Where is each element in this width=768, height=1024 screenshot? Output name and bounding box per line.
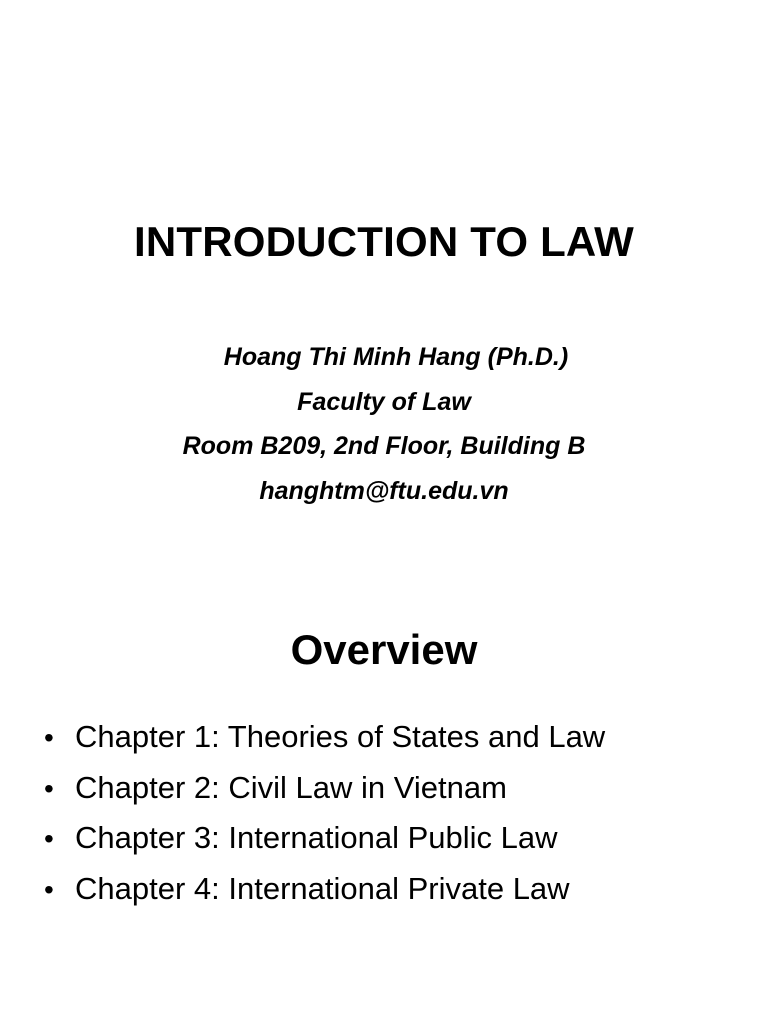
bullet-icon: • bbox=[44, 772, 54, 804]
chapter-list bbox=[44, 712, 605, 914]
bullet-icon: • bbox=[44, 823, 54, 854]
author-faculty: Faculty of Law bbox=[297, 387, 471, 416]
chapter-label: Chapter 1: Theories of States and Law bbox=[75, 719, 606, 754]
author-info bbox=[0, 335, 768, 513]
overview-slide bbox=[0, 560, 768, 1024]
overview-title: Overview bbox=[290, 626, 478, 673]
list-item bbox=[44, 763, 605, 814]
list-item bbox=[44, 864, 605, 915]
list-item bbox=[44, 813, 605, 864]
list-item bbox=[44, 712, 605, 763]
chapter-label: Chapter 3: International Public Law bbox=[75, 820, 558, 855]
author-room: Room B209, 2nd Floor, Building B bbox=[182, 432, 586, 460]
chapter-label: Chapter 4: International Private Law bbox=[75, 870, 570, 906]
course-title: INTRODUCTION TO LAW bbox=[134, 218, 634, 265]
bullet-icon: • bbox=[44, 873, 54, 905]
author-email: hanghtm@ftu.edu.vn bbox=[259, 476, 509, 505]
author-name: Hoang Thi Minh Hang (Ph.D.) bbox=[223, 343, 569, 371]
bullet-icon: • bbox=[44, 722, 54, 753]
chapter-label: Chapter 2: Civil Law in Vietnam bbox=[75, 769, 507, 805]
